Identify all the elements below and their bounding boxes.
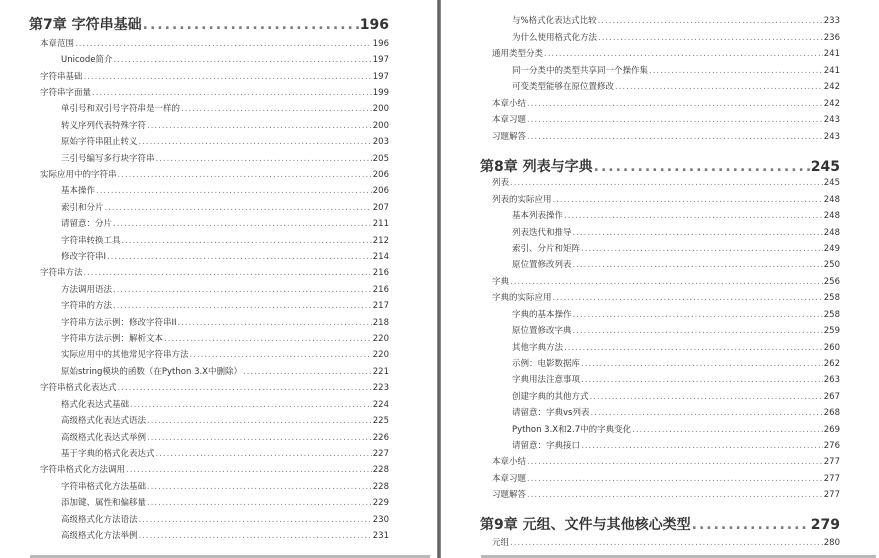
toc-entry-page-number: 250 [823,260,840,270]
toc-entry-page-number: 197 [372,55,389,65]
toc-entry-page-number: 203 [372,137,389,147]
toc-entry-title: 基本操作 [61,186,96,196]
toc-entry-title: 元组 [492,538,510,548]
toc-entry-title: 字符串字面量 [40,88,92,98]
toc-entry-page-number: 206 [372,170,389,180]
toc-entry-title: 字典的实际应用 [492,293,552,303]
dot-leader [573,310,823,320]
dot-leader [510,538,823,548]
toc-entry-page-number: 196 [372,39,389,49]
toc-entry-page-number: 217 [372,301,389,311]
toc-entry-page-number: 230 [372,515,389,525]
toc-entry [492,193,840,205]
dot-leader [139,137,372,147]
toc-entry-page-number: 223 [372,383,389,393]
toc-entry-page-number: 267 [823,392,840,402]
toc-entry-page-number: 241 [823,66,840,76]
dot-leader [118,383,372,393]
toc-entry-page-number: 280 [823,538,840,548]
toc-entry [61,513,389,525]
toc-entry [512,64,840,76]
toc-entry-title: 实际应用中的其他常见字符串方法 [61,350,189,360]
toc-entry-page-number: 200 [372,104,389,114]
dot-leader [156,449,372,459]
toc-entry-page-number: 220 [372,350,389,360]
toc-entry-title: 字典 [492,277,510,287]
dot-leader [510,277,823,287]
toc-entry [492,176,840,188]
dot-leader [113,285,372,295]
toc-entry-page-number: 245 [810,159,840,175]
toc-entry [512,373,840,385]
toc-entry [40,266,389,278]
toc-entry [40,70,389,82]
dot-leader [181,104,372,114]
dot-leader [564,211,823,221]
toc-entry [512,242,840,254]
dot-leader [573,326,823,336]
toc-entry-title: 方法调用语法 [61,285,113,295]
dot-leader [527,457,823,467]
dot-leader [113,301,372,311]
dot-leader [590,408,822,418]
toc-entry-page-number: 263 [823,375,840,385]
toc-entry-title: 列表 [492,178,510,188]
toc-entry [61,496,389,508]
toc-entry-title: 字符串基础 [40,72,83,82]
toc-entry-title: 字符串转换工具 [61,236,121,246]
toc-entry-title: 原始string模块的函数（在Python 3.X中删除） [61,367,242,377]
toc-entry-title: 索引、分片和矩阵 [512,244,581,254]
toc-entry-page-number: 205 [372,154,389,164]
dot-leader [598,16,823,26]
dot-leader [527,490,823,500]
toc-entry-title: 本章习题 [492,474,527,484]
dot-leader [649,66,823,76]
dot-leader [573,260,823,270]
dot-leader [190,350,372,360]
toc-entry-page-number: 231 [372,531,389,541]
toc-entry-page-number: 221 [372,367,389,377]
dot-leader [130,400,372,410]
toc-entry-title: 字符串方法示例：修改字符串II [61,318,177,328]
toc-entry-page-number: 228 [372,482,389,492]
dot-leader [113,55,371,65]
toc-entry [61,152,389,164]
toc-entry [61,316,389,328]
toc-entry [61,102,389,114]
toc-entry-page-number: 218 [372,318,389,328]
toc-entry-title: 第7章 字符串基础 [29,17,142,33]
toc-entry [492,472,840,484]
toc-entry [512,258,840,270]
toc-entry-title: 列表的实际应用 [492,195,552,205]
toc-entry-title: Unicode简介 [61,55,113,65]
toc-entry-page-number: 256 [823,277,840,287]
toc-entry-page-number: 277 [823,490,840,500]
toc-entry-page-number: 245 [823,178,840,188]
toc-entry-title: 字典的基本操作 [512,310,572,320]
toc-entry [61,299,389,311]
toc-entry-title: 请留意：字典vs列表 [512,408,590,418]
toc-entry-title: 基本列表操作 [512,211,564,221]
dot-leader [573,228,823,238]
toc-entry [61,529,389,541]
dot-leader [147,416,372,426]
toc-entry [492,536,840,548]
toc-entry [492,291,840,303]
toc-entry [512,209,840,221]
toc-entry-title: 本章小结 [492,457,527,467]
toc-entry [492,130,840,142]
toc-entry-title: 单引号和双引号字符串是一样的 [61,104,181,114]
toc-entry [61,398,389,410]
toc-entry-title: 格式化表达式基础 [61,400,130,410]
dot-leader [544,49,823,59]
dot-leader [147,498,372,508]
toc-entry [512,14,840,26]
toc-entry [61,184,389,196]
toc-entry-title: 第9章 元组、文件与其他核心类型 [480,517,691,533]
toc-chapter-heading [480,156,840,176]
toc-entry [492,488,840,500]
toc-entry-title: 为什么使用格式化方法 [512,33,598,43]
toc-entry-page-number: 211 [372,219,389,229]
toc-entry-page-number: 214 [372,252,389,262]
toc-entry-title: 请留意：分片 [61,219,113,229]
toc-entry-page-number: 260 [823,343,840,353]
toc-entry-title: 三引号编写多行块字符串 [61,154,155,164]
dot-leader [581,441,823,451]
toc-entry-page-number: 276 [823,441,840,451]
dot-leader [122,236,372,246]
dot-leader [564,343,823,353]
dot-leader [126,465,372,475]
dot-leader [510,178,823,188]
toc-entry-title: 列表迭代和推导 [512,228,572,238]
toc-entry-title: 字符串方法示例：解析文本 [61,334,164,344]
dot-leader [147,482,372,492]
dot-leader [692,517,810,533]
toc-entry-title: 转义序列代表特殊字符 [61,121,147,131]
toc-entry-page-number: 277 [823,474,840,484]
toc-entry-page-number: 268 [823,408,840,418]
toc-entry [61,201,389,213]
toc-entry [492,97,840,109]
dot-leader [84,268,372,278]
dot-leader [527,474,823,484]
dot-leader [598,33,823,43]
toc-entry-page-number: 248 [823,195,840,205]
toc-entry [61,431,389,443]
toc-entry-page-number: 258 [823,293,840,303]
toc-entry-title: 同一分类中的类型共享同一个操作集 [512,66,649,76]
toc-entry-page-number: 248 [823,211,840,221]
toc-entry-title: 示例：电影数据库 [512,359,581,369]
toc-entry-page-number: 200 [372,121,389,131]
toc-entry-page-number: 249 [823,244,840,254]
toc-entry-title: 字符串格式化方法调用 [40,465,126,475]
toc-entry [61,250,389,262]
dot-leader [164,334,372,344]
dot-leader [147,433,372,443]
toc-entry-title: 习题解答 [492,490,527,500]
toc-entry [512,390,840,402]
toc-entry-page-number: 242 [823,99,840,109]
toc-entry [40,381,389,393]
dot-leader [113,219,372,229]
toc-entry-page-number: 242 [823,82,840,92]
toc-entry [40,168,389,180]
toc-entry-page-number: 229 [372,498,389,508]
toc-entry-page-number: 225 [372,416,389,426]
toc-entry [61,348,389,360]
toc-entry [61,234,389,246]
dot-leader [581,359,823,369]
toc-entry [512,80,840,92]
toc-entry-title: Python 3.X和2.7中的字典变化 [512,425,632,435]
dot-leader [143,17,359,33]
toc-entry-title: 字符串方法 [40,268,83,278]
toc-entry [61,365,389,377]
toc-entry [61,119,389,131]
toc-entry [40,37,389,49]
toc-entry-title: 习题解答 [492,132,527,142]
toc-entry-page-number: 243 [823,132,840,142]
toc-entry-title: 原位置修改字典 [512,326,572,336]
toc-entry-page-number: 226 [372,433,389,443]
toc-entry [61,414,389,426]
toc-entry [512,31,840,43]
toc-entry-title: 字符串格式化方法基础 [61,482,147,492]
toc-entry-title: 创建字典的其他方式 [512,392,589,402]
toc-entry-title: 本章小结 [492,99,527,109]
right-page [441,0,879,558]
toc-entry-title: 字符串格式化表达式 [40,383,117,393]
toc-entry-title: 实际应用中的字符串 [40,170,117,180]
toc-entry-title: 修改字符串I [61,252,107,262]
toc-entry-page-number: 277 [823,457,840,467]
dot-leader [590,392,823,402]
dot-leader [105,203,372,213]
dot-leader [96,186,372,196]
dot-leader [581,375,823,385]
dot-leader [632,425,823,435]
toc-entry-title: 高级格式化方法语法 [61,515,138,525]
toc-entry-title: 高级格式化方法举例 [61,531,138,541]
toc-entry-page-number: 243 [823,115,840,125]
toc-entry [61,332,389,344]
toc-entry [512,439,840,451]
toc-entry-page-number: 216 [372,285,389,295]
dot-leader [581,244,823,254]
left-page [0,0,438,558]
toc-entry-title: 基于字典的格式化表达式 [61,449,155,459]
toc-entry [61,447,389,459]
toc-entry [61,217,389,229]
toc-entry-page-number: 196 [359,17,389,33]
dot-leader [84,72,372,82]
toc-entry-page-number: 197 [372,72,389,82]
toc-entry [61,53,389,65]
dot-leader [156,154,372,164]
dot-leader [139,515,372,525]
toc-entry-title: 本章范围 [40,39,75,49]
dot-leader [527,99,823,109]
dot-leader [75,39,372,49]
toc-entry [61,283,389,295]
toc-entry [512,324,840,336]
toc-entry-page-number: 228 [372,465,389,475]
dot-leader [118,170,372,180]
toc-entry [512,341,840,353]
dot-leader [553,195,823,205]
toc-entry [512,406,840,418]
toc-entry-page-number: 236 [823,33,840,43]
toc-entry-title: 与%格式化表达式比较 [512,16,597,26]
toc-entry [492,113,840,125]
toc-entry [40,463,389,475]
toc-entry-title: 字典用法注意事项 [512,375,581,385]
toc-entry [512,357,840,369]
dot-leader [139,531,372,541]
toc-entry-page-number: 269 [823,425,840,435]
toc-entry-page-number: 248 [823,228,840,238]
toc-entry-page-number: 199 [372,88,389,98]
toc-entry [512,423,840,435]
toc-entry [492,47,840,59]
toc-entry-page-number: 259 [823,326,840,336]
toc-entry-page-number: 206 [372,186,389,196]
dot-leader [178,318,372,328]
toc-entry [512,226,840,238]
toc-entry-page-number: 216 [372,268,389,278]
toc-entry-title: 原始字符串阻止转义 [61,137,138,147]
toc-entry-title: 可变类型能够在原位置修改 [512,82,615,92]
dot-leader [107,252,372,262]
toc-entry [61,480,389,492]
dot-leader [243,367,372,377]
toc-entry-title: 通用类型分类 [492,49,544,59]
toc-entry [492,455,840,467]
dot-leader [527,132,823,142]
toc-entry-page-number: 212 [372,236,389,246]
toc-entry [61,135,389,147]
toc-entry-title: 索引和分片 [61,203,104,213]
toc-entry-page-number: 227 [372,449,389,459]
toc-entry-page-number: 220 [372,334,389,344]
toc-entry-title: 添加键、属性和偏移量 [61,498,147,508]
toc-entry-page-number: 262 [823,359,840,369]
toc-entry [40,86,389,98]
dot-leader [615,82,823,92]
toc-entry-title: 其他字典方法 [512,343,564,353]
toc-entry-title: 高级格式化表达式语法 [61,416,147,426]
dot-leader [92,88,372,98]
toc-entry-title: 高级格式化表达式举例 [61,433,147,443]
toc-entry-page-number: 233 [823,16,840,26]
toc-chapter-heading [29,14,389,34]
toc-entry-page-number: 207 [372,203,389,213]
dot-leader [527,115,823,125]
toc-entry [512,308,840,320]
toc-entry-title: 字符串的方法 [61,301,113,311]
toc-entry-page-number: 241 [823,49,840,59]
toc-chapter-heading [480,514,840,534]
toc-entry-title: 第8章 列表与字典 [480,159,593,175]
toc-entry-page-number: 258 [823,310,840,320]
dot-leader [594,159,810,175]
toc-entry-title: 原位置修改列表 [512,260,572,270]
toc-entry-title: 本章习题 [492,115,527,125]
toc-entry-page-number: 279 [810,517,840,533]
toc-entry-page-number: 224 [372,400,389,410]
dot-leader [553,293,823,303]
toc-entry-title: 请留意：字典接口 [512,441,581,451]
toc-entry [492,275,840,287]
dot-leader [147,121,372,131]
